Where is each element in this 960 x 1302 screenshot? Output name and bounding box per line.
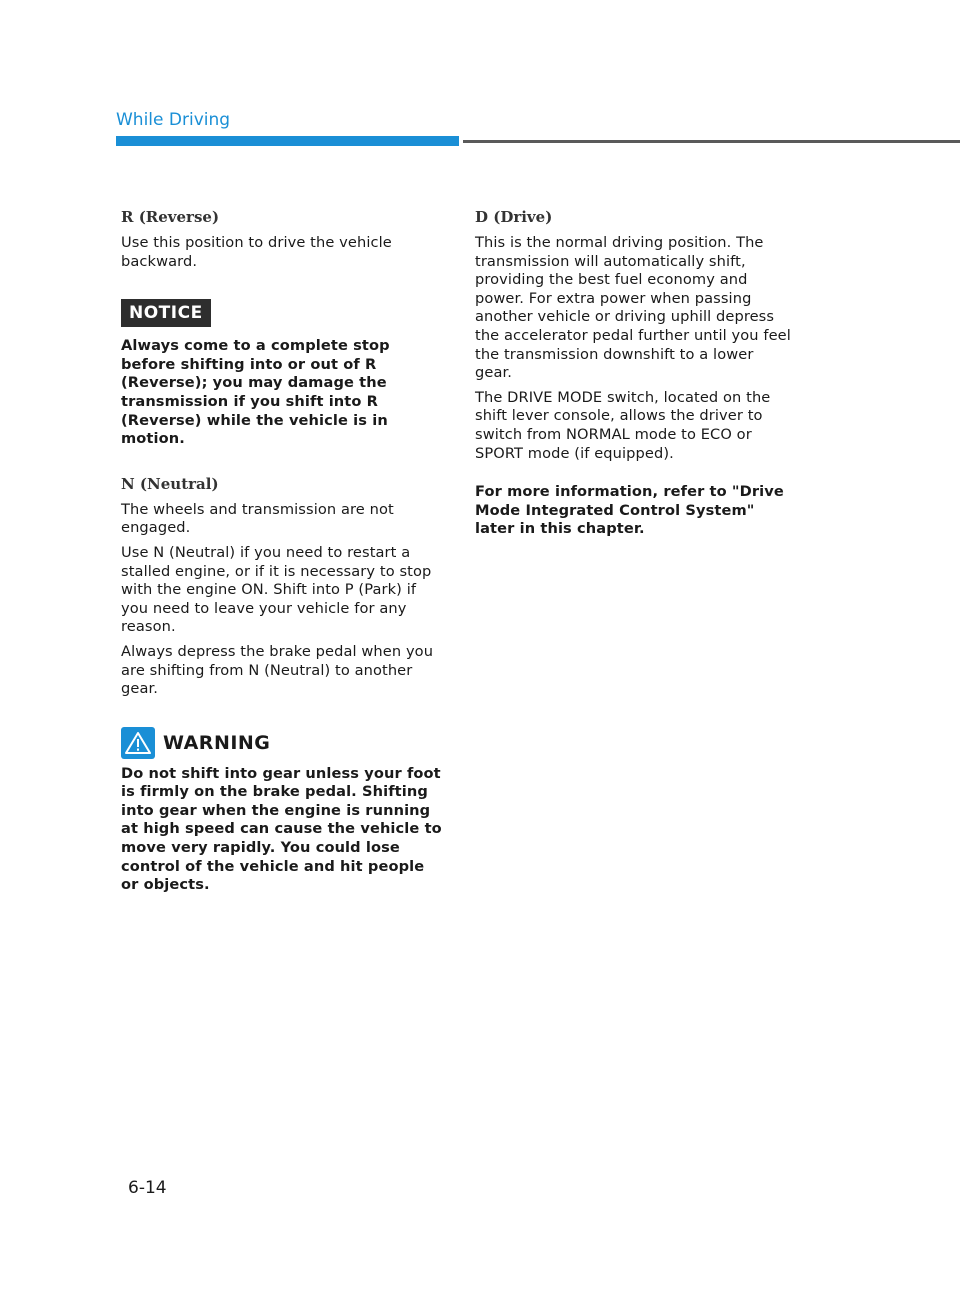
page-number: 6-14	[128, 1178, 167, 1198]
drive-text-2: The DRIVE MODE switch, located on the shift lever console, allows the driver to switch from NORMAL mode to ECO or SPORT mode (if equipped).	[475, 388, 771, 462]
reverse-text: Use this position to drive the vehicle backward.	[121, 234, 392, 270]
neutral-text-3: Always depress the brake pedal when you are shifting from N (Neutral) to another gear.	[121, 642, 434, 698]
neutral-text-2: Use N (Neutral) if you need to restart a stalled engine, or if it is necessary to stop with the engine ON. Shift into P (Park) if you need to leave your vehicle for any reason.	[121, 543, 432, 636]
notice-label: NOTICE	[121, 299, 211, 327]
drive-heading: D (Drive)	[475, 208, 553, 226]
left-column	[121, 208, 443, 901]
drive-reference: For more information, refer to "Drive Mode Integrated Control System" later in this chapter.	[475, 483, 784, 538]
section-title: While Driving	[116, 110, 231, 130]
notice-text: Always come to a complete stop before shifting into or out of R (Reverse); you may damage the transmission if you shift into R (Reverse) while the vehicle is in motion.	[121, 337, 390, 448]
right-column	[475, 208, 793, 545]
neutral-heading: N (Neutral)	[121, 474, 219, 493]
header-rule-accent	[116, 136, 459, 146]
warning-triangle-icon	[121, 727, 155, 759]
warning-text: Do not shift into gear unless your foot is firmly on the brake pedal. Shifting into gear when the engine is running at high speed can cause the vehicle to move very rapidly. You could lose control of the vehicle and hit people or objects.	[121, 764, 442, 894]
warning-label: WARNING	[163, 731, 271, 754]
header-rule-gray	[463, 140, 960, 143]
warning-header	[121, 727, 443, 759]
neutral-text-1: The wheels and transmission are not engaged.	[121, 500, 394, 537]
drive-text-1: This is the normal driving position. The transmission will automatically shift, providing the best fuel economy and power. For extra power when passing another vehicle or driving uphill depress the accelerator pedal further until you feel the transmission downshift to a lower gear.	[475, 234, 791, 382]
reverse-heading: R (Reverse)	[121, 208, 220, 226]
